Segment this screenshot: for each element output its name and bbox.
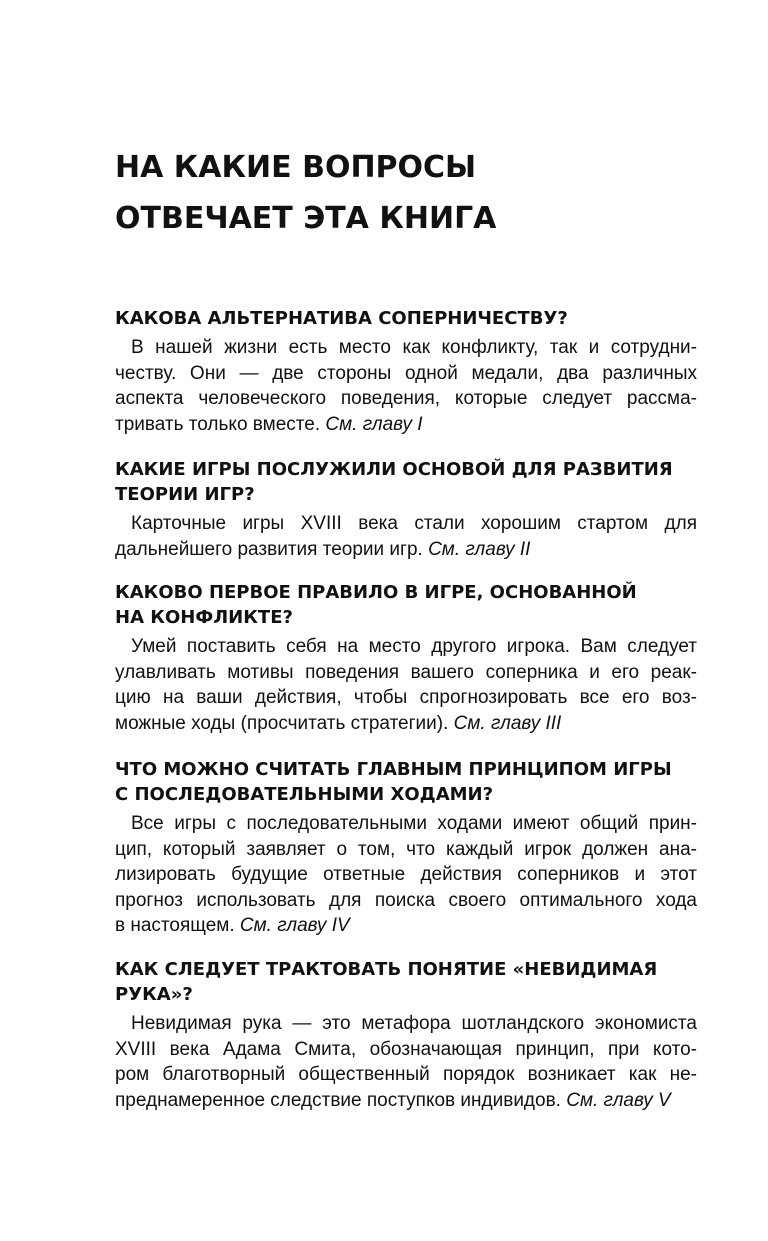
- question-heading: [115, 457, 697, 507]
- answer-text: аспекта человеческого поведения, которые следует рассма-: [115, 388, 697, 409]
- answer-text: можные ходы (просчитать стратегии).: [115, 712, 449, 734]
- question-heading: [115, 580, 697, 630]
- answer-paragraph: [115, 1011, 697, 1113]
- answer-line: [115, 811, 697, 837]
- answer-text: тривать только вместе.: [115, 413, 321, 435]
- qa-section: [115, 580, 697, 736]
- answer-text: дальнейшего развития теории игр.: [115, 538, 423, 560]
- question-line: НА КОНФЛИКТЕ?: [115, 607, 293, 628]
- answer-text: цип, который заявляет о том, что каждый игрок должен ана-: [115, 838, 697, 860]
- answer-line: [115, 685, 697, 711]
- answer-line: [115, 1011, 697, 1037]
- question-line: КАКОВО ПЕРВОЕ ПРАВИЛО В ИГРЕ, ОСНОВАННОЙ: [115, 582, 637, 603]
- answer-text: лизировать будущие ответные действия соперников и этот: [115, 864, 697, 885]
- answer-text: Все игры с последовательными ходами имеют общий прин-: [131, 813, 697, 834]
- answer-paragraph: [115, 511, 697, 562]
- answer-line: [115, 1062, 697, 1088]
- qa-section: [115, 306, 697, 437]
- answer-line: [115, 412, 697, 438]
- chapter-reference: См. главу III: [453, 712, 562, 734]
- answer-text: улавливать мотивы поведения вашего соперника и его реак-: [115, 661, 697, 683]
- answer-text: преднамеренное следствие поступков индивидов.: [115, 1089, 561, 1111]
- answer-line: [115, 1088, 697, 1114]
- question-line: ЧТО МОЖНО СЧИТАТЬ ГЛАВНЫМ ПРИНЦИПОМ ИГРЫ: [115, 759, 672, 780]
- answer-line: [115, 361, 697, 387]
- answer-text: честву. Они — две стороны одной медали, два различных: [115, 362, 697, 384]
- question-heading: [115, 957, 697, 1007]
- page-title: [115, 142, 715, 244]
- answer-line: [115, 386, 697, 412]
- question-heading: [115, 306, 697, 331]
- answer-paragraph: [115, 811, 697, 939]
- answer-line: [115, 335, 697, 361]
- answer-line: [115, 511, 697, 537]
- answer-text: прогноз использовать для поиска своего оптимального хода: [115, 889, 697, 911]
- answer-text: Умей поставить себя на место другого игрока. Вам следует: [131, 636, 697, 657]
- answer-line: [115, 837, 697, 863]
- answer-text: цию на ваши действия, чтобы спрогнозировать все его воз-: [115, 687, 697, 708]
- qa-section: [115, 957, 697, 1113]
- answer-line: [115, 711, 697, 737]
- answer-line: [115, 537, 697, 563]
- answer-text: В нашей жизни есть место как конфликту, так и сотрудни-: [131, 337, 697, 358]
- chapter-reference: См. главу II: [428, 538, 531, 560]
- title-line-1: НА КАКИЕ ВОПРОСЫ: [115, 150, 477, 185]
- answer-line: [115, 660, 697, 686]
- answer-text: XVIII века Адама Смита, обозначающая принцип, при кото-: [115, 1038, 697, 1060]
- question-line: КАКИЕ ИГРЫ ПОСЛУЖИЛИ ОСНОВОЙ ДЛЯ РАЗВИТИЯ: [115, 459, 673, 480]
- qa-section: [115, 757, 697, 939]
- title-line-2: ОТВЕЧАЕТ ЭТА КНИГА: [115, 201, 497, 236]
- answer-line: [115, 634, 697, 660]
- qa-section: [115, 457, 697, 562]
- answer-text: в настоящем.: [115, 915, 235, 936]
- answer-line: [115, 888, 697, 914]
- chapter-reference: См. главу I: [325, 413, 423, 435]
- chapter-reference: См. главу IV: [239, 915, 350, 936]
- answer-text: ром благотворный общественный порядок возникает как не-: [115, 1064, 697, 1085]
- question-heading: [115, 757, 697, 807]
- answer-text: Карточные игры XVIII века стали хорошим стартом для: [131, 513, 697, 534]
- question-line: КАКОВА АЛЬТЕРНАТИВА СОПЕРНИЧЕСТВУ?: [115, 308, 568, 329]
- answer-text: Невидимая рука — это метафора шотландского экономиста: [131, 1013, 697, 1034]
- answer-paragraph: [115, 335, 697, 437]
- question-line: С ПОСЛЕДОВАТЕЛЬНЫМИ ХОДАМИ?: [115, 784, 494, 805]
- chapter-reference: См. главу V: [566, 1089, 671, 1111]
- answer-line: [115, 1037, 697, 1063]
- question-line: ТЕОРИИ ИГР?: [115, 484, 255, 505]
- question-line: РУКА»?: [115, 984, 193, 1005]
- answer-paragraph: [115, 634, 697, 736]
- answer-line: [115, 862, 697, 888]
- question-line: КАК СЛЕДУЕТ ТРАКТОВАТЬ ПОНЯТИЕ «НЕВИДИМАЯ: [115, 959, 658, 980]
- answer-line: [115, 913, 697, 939]
